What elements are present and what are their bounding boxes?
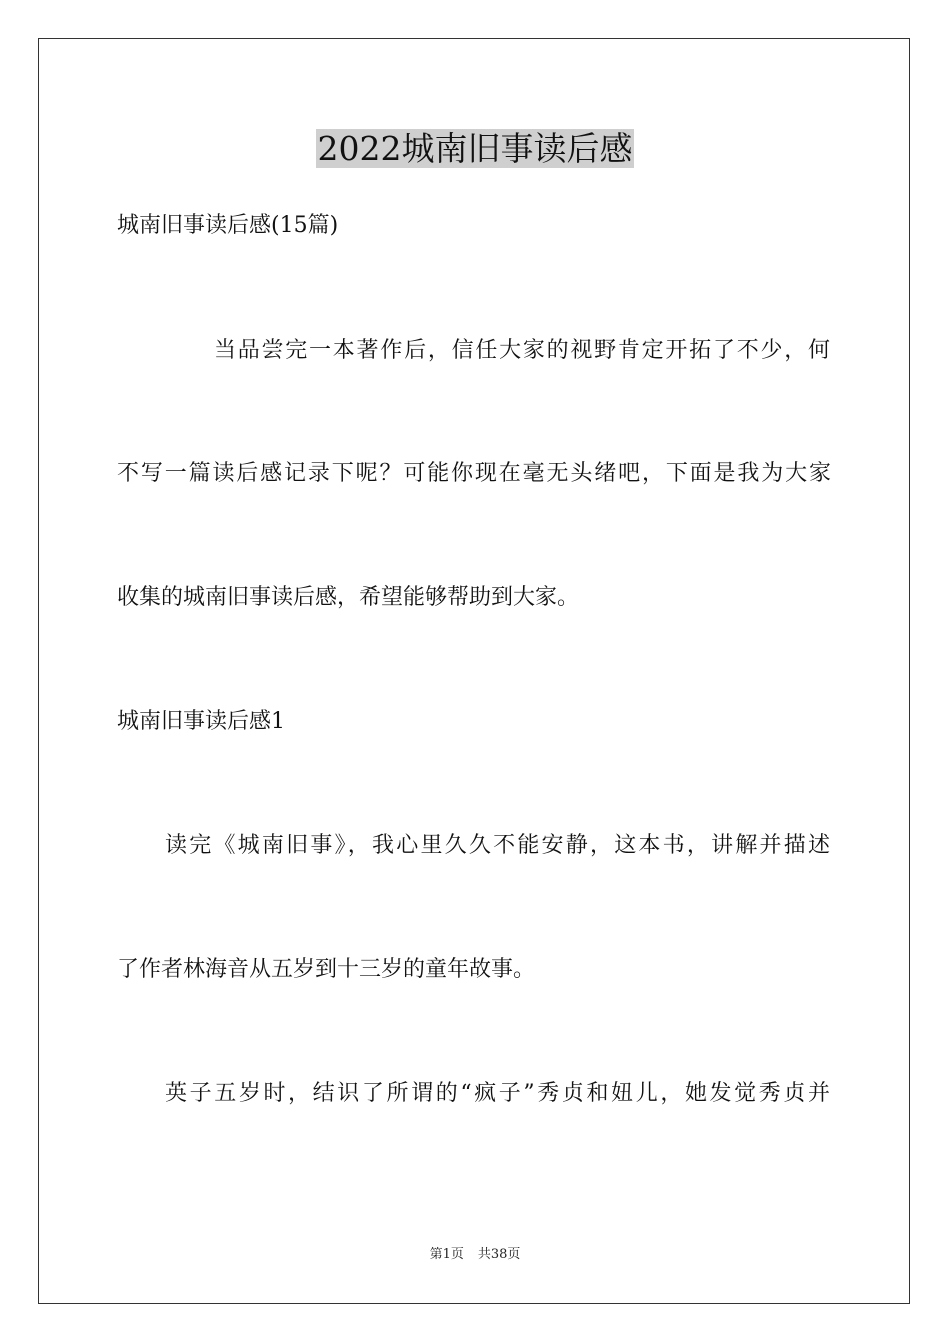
paragraph-line: 英子五岁时，结识了所谓的“疯子”秀贞和妞儿，她发觉秀贞并: [165, 1081, 830, 1106]
page-footer: [0, 1246, 950, 1264]
paragraph-line: 读完《城南旧事》，我心里久久不能安静，这本书，讲解并描述: [165, 833, 830, 858]
paragraph-line: 收集的城南旧事读后感，希望能够帮助到大家。: [117, 585, 580, 610]
document-subtitle: 城南旧事读后感(15篇): [117, 213, 339, 238]
document-title: [0, 126, 950, 172]
document-title-text: 2022城南旧事读后感: [317, 129, 633, 168]
paragraph-line: 当品尝完一本著作后，信任大家的视野肯定开拓了不少，何: [214, 338, 830, 363]
page-total: 共38页: [477, 1247, 521, 1262]
paragraph-line: 了作者林海音从五岁到十三岁的童年故事。: [117, 957, 536, 982]
paragraph-line: 不写一篇读后感记录下呢？可能你现在毫无头绪吧，下面是我为大家: [117, 461, 831, 486]
page-number: 第1页: [429, 1247, 464, 1262]
section-heading: 城南旧事读后感1: [117, 709, 285, 734]
